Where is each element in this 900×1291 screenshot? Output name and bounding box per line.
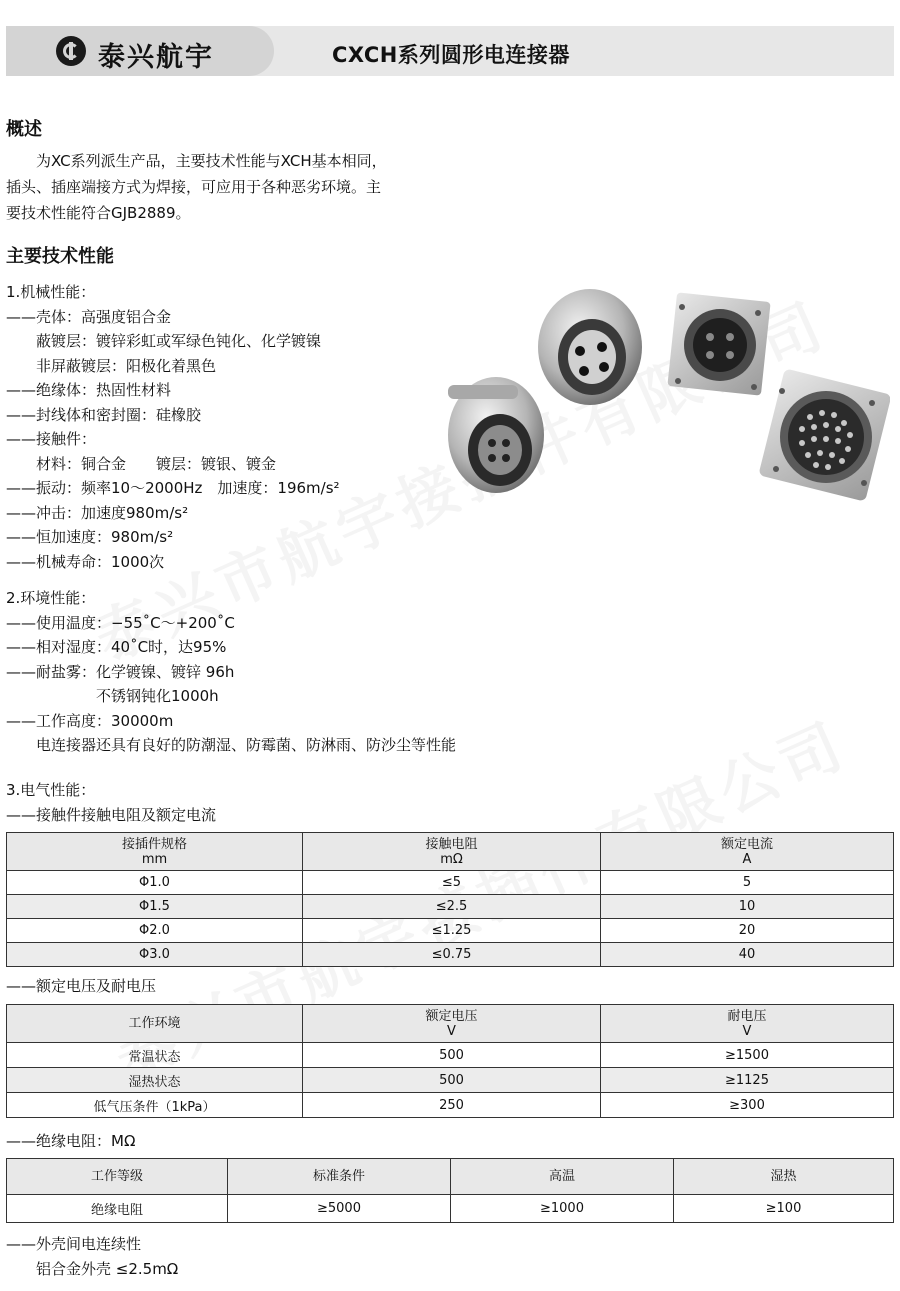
table-row [7, 871, 894, 895]
table-cell: 常温状态 [7, 1043, 303, 1068]
table-cell: 500 [303, 1068, 601, 1093]
brand-name: 泰兴航宇 [98, 42, 214, 73]
table-cell: ≥1125 [601, 1068, 894, 1093]
overview-text [6, 148, 451, 226]
contact-table [6, 832, 894, 967]
table-header: 工作等级 [7, 1159, 228, 1195]
shell-continuity-title: ——外壳间电连续性 [6, 1235, 142, 1253]
table-cell: ≤0.75 [303, 943, 601, 967]
spec-line: ——机械寿命：1000次 [6, 552, 165, 571]
table-cell: Φ2.0 [7, 919, 303, 943]
plug-connector-image [448, 377, 544, 493]
table-row [7, 919, 894, 943]
table-cell: 500 [303, 1043, 601, 1068]
spec-line: ——工作高度：30000m [6, 711, 174, 730]
table-row [7, 1195, 894, 1223]
table-cell: 20 [601, 919, 894, 943]
table-cell: 40 [601, 943, 894, 967]
table-row [7, 895, 894, 919]
table-cell: Φ3.0 [7, 943, 303, 967]
spec-line: 蔽镀层：镀锌彩虹或军绿色钝化、化学镀镍 [6, 332, 322, 350]
mechanical-section [6, 280, 340, 574]
page-title: CXCH系列圆形电连接器 [332, 43, 570, 67]
table-cell: ≤2.5 [303, 895, 601, 919]
table-cell: 250 [303, 1093, 601, 1118]
table-cell: ≥1500 [601, 1043, 894, 1068]
table-cell: 湿热状态 [7, 1068, 303, 1093]
table-cell: ≥1000 [451, 1195, 674, 1223]
table-cell: 5 [601, 871, 894, 895]
table-cell: ≥100 [674, 1195, 894, 1223]
insulation-table-title: ——绝缘电阻：MΩ [6, 1132, 136, 1150]
logo-icon [56, 36, 86, 66]
table-header: 接插件规格 mm [7, 833, 303, 871]
table-cell: ≥5000 [228, 1195, 451, 1223]
spec-line: 电连接器还具有良好的防潮湿、防霉菌、防淋雨、防沙尘等性能 [6, 736, 457, 754]
voltage-table-title: ——额定电压及耐电压 [6, 977, 157, 995]
header-bar [6, 26, 894, 76]
spec-line: ——接触件： [6, 430, 97, 448]
table-header: 耐电压 V [601, 1005, 894, 1043]
table-header: 标准条件 [228, 1159, 451, 1195]
overview-line: 插头、插座端接方式为焊接，可应用于各种恶劣环境。主 [6, 178, 382, 196]
section-title: 3.电气性能： [6, 781, 96, 799]
table-header: 工作环境 [7, 1005, 303, 1043]
spec-line: 不锈钢钝化1000h [6, 687, 219, 705]
table-row [7, 1068, 894, 1093]
shell-continuity-value: 铝合金外壳 ≤2.5mΩ [6, 1260, 179, 1278]
section-title: 2.环境性能： [6, 589, 96, 607]
table-cell: 低气压条件（1kPa） [7, 1093, 303, 1118]
table-cell: Φ1.0 [7, 871, 303, 895]
spec-line: ——耐盐雾：化学镀镍、镀锌 96h [6, 662, 235, 681]
spec-line: ——绝缘体：热固性材料 [6, 381, 172, 399]
table-header: 额定电流 A [601, 833, 894, 871]
spec-line: ——相对湿度：40˚C时，达95% [6, 638, 227, 656]
table-header: 高温 [451, 1159, 674, 1195]
logo-area [6, 26, 274, 76]
table-cell: 10 [601, 895, 894, 919]
spec-line: 材料：铜合金 镀层：镀银、镀金 [6, 454, 277, 473]
spec-line: ——恒加速度：980m/s² [6, 528, 174, 546]
voltage-table [6, 1004, 894, 1118]
table-header: 接触电阻 mΩ [303, 833, 601, 871]
product-photo [440, 285, 890, 510]
insulation-table [6, 1158, 894, 1223]
table-row [7, 943, 894, 967]
contact-table-title: ——接触件接触电阻及额定电流 [6, 806, 217, 824]
table-cell: ≤5 [303, 871, 601, 895]
overview-heading: 概述 [6, 119, 42, 140]
overview-line: 为XC系列派生产品，主要技术性能与XCH基本相同， [6, 152, 387, 170]
table-cell: ≥300 [601, 1093, 894, 1118]
spec-line: ——振动：频率10～2000Hz 加速度：196m/s² [6, 479, 340, 497]
round-connector-image [538, 289, 642, 405]
spec-line: ——封线体和密封圈：硅橡胶 [6, 405, 202, 424]
table-cell: 绝缘电阻 [7, 1195, 228, 1223]
table-row [7, 1043, 894, 1068]
table-header: 额定电压 V [303, 1005, 601, 1043]
square-receptacle-image [667, 292, 770, 395]
multipin-receptacle-image [758, 368, 890, 501]
spec-line: 非屏蔽镀层：阳极化着黑色 [6, 356, 217, 375]
main-spec-heading: 主要技术性能 [6, 246, 114, 267]
overview-line: 要技术性能符合GJB2889。 [6, 204, 191, 222]
table-row [7, 1093, 894, 1118]
table-header: 湿热 [674, 1159, 894, 1195]
spec-line: ——冲击：加速度980m/s² [6, 503, 189, 522]
spec-line: ——使用温度：−55˚C～+200˚C [6, 613, 235, 632]
table-cell: Φ1.5 [7, 895, 303, 919]
environment-section [6, 586, 456, 758]
section-title: 1.机械性能： [6, 283, 96, 301]
spec-line: ——壳体：高强度铝合金 [6, 307, 172, 326]
table-cell: ≤1.25 [303, 919, 601, 943]
